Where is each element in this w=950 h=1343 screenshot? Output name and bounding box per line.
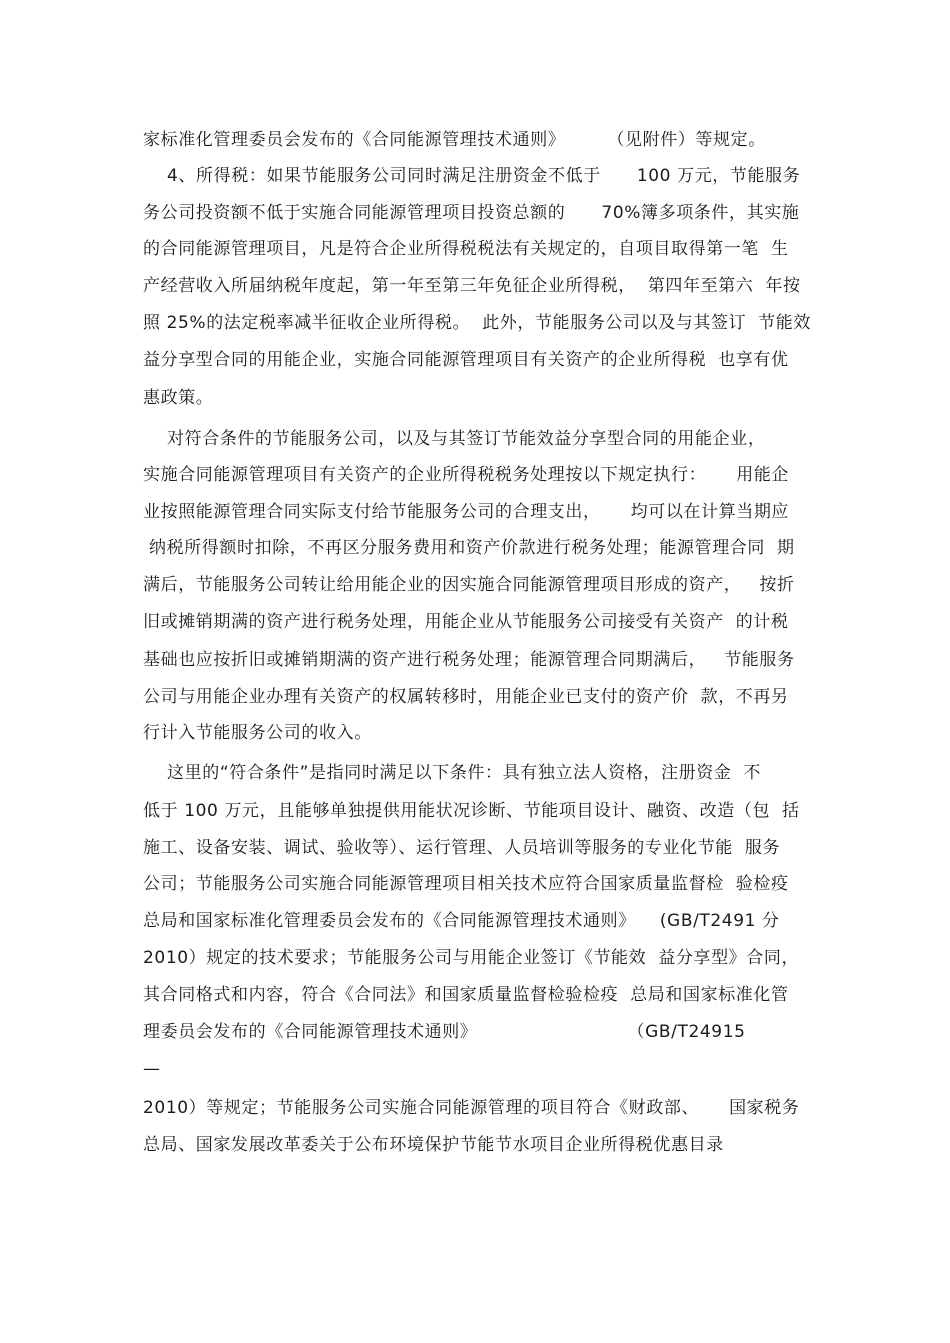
text-line: 家标准化管理委员会发布的《合同能源管理技术通则》 （见附件）等规定。 [143,130,766,150]
text-line: 基础也应按折旧或摊销期满的资产进行税务处理；能源管理合同期满后， 节能服务 [143,650,795,670]
text-line: 施工、设备安装、调试、验收等）、运行管理、人员培训等服务的专业化节能 服务 [143,838,781,858]
text-line: 公司与用能企业办理有关资产的权属转移时，用能企业已支付的资产价 款，不再另 [143,687,789,707]
text-line: 2010）规定的技术要求；节能服务公司与用能企业签订《节能效 益分享型》合同， [143,948,800,968]
text-line: 行计入节能服务公司的收入。 [143,723,372,743]
text-line: 满后，节能服务公司转让给用能企业的因实施合同能源管理项目形成的资产， 按折 [143,575,795,595]
text-line: 总局和国家标准化管理委员会发布的《合同能源管理技术通则》 (GB/T2491 分 [143,911,780,931]
text-line: 照 25%的法定税率减半征收企业所得税。 此外，节能服务公司以及与其签订 节能效 [143,313,812,333]
text-line: 4、所得税：如果节能服务公司同时满足注册资金不低于 100 万元，节能服务 [143,166,801,186]
text-line: 低于 100 万元，且能够单独提供用能状况诊断、节能项目设计、融资、改造（包 括 [143,801,800,821]
text-line: 务公司投资额不低于实施合同能源管理项目投资总额的 70%簿多项条件，其实施 [143,203,800,223]
text-line: 这里的“符合条件”是指同时满足以下条件：具有独立法人资格，注册资金 不 [143,763,762,783]
text-line: 对符合条件的节能服务公司，以及与其签订节能效益分享型合同的用能企业， [143,429,766,449]
text-line: 实施合同能源管理项目有关资产的企业所得税税务处理按以下规定执行： 用能企 [143,465,790,485]
text-line: 公司；节能服务公司实施合同能源管理项目相关技术应符合国家质量监督检 验检疫 [143,874,789,894]
text-line: 的合同能源管理项目，凡是符合企业所得税税法有关规定的，自项目取得第一笔 生 [143,239,789,259]
text-line: 产经营收入所届纳税年度起，第一年至第三年免征企业所得税， 第四年至第六 年按 [143,276,801,296]
text-line: 理委员会发布的《合同能源管理技术通则》 （GB/T24915 [143,1022,746,1042]
text-line: 纳税所得额时扣除，不再区分服务费用和资产价款进行税务处理；能源管理合同 期 [143,538,795,558]
text-line: 益分享型合同的用能企业，实施合同能源管理项目有关资产的企业所得税 也享有优 [143,350,789,370]
text-line: 其合同格式和内容，符合《合同法》和国家质量监督检验检疫 总局和国家标准化管 [143,985,789,1005]
text-line: 惠政策。 [143,388,214,408]
text-line: 总局、国家发展改革委关于公布环境保护节能节水项目企业所得税优惠目录 [143,1135,724,1155]
text-line: 2010）等规定；节能服务公司实施合同能源管理的项目符合《财政部、 国家税务 [143,1098,800,1118]
text-line: 业按照能源管理合同实际支付给节能服务公司的合理支出， 均可以在计算当期应 [143,502,790,522]
text-line: 旧或摊销期满的资产进行税务处理，用能企业从节能服务公司接受有关资产 的计税 [143,612,789,632]
text-line: — [143,1059,161,1079]
